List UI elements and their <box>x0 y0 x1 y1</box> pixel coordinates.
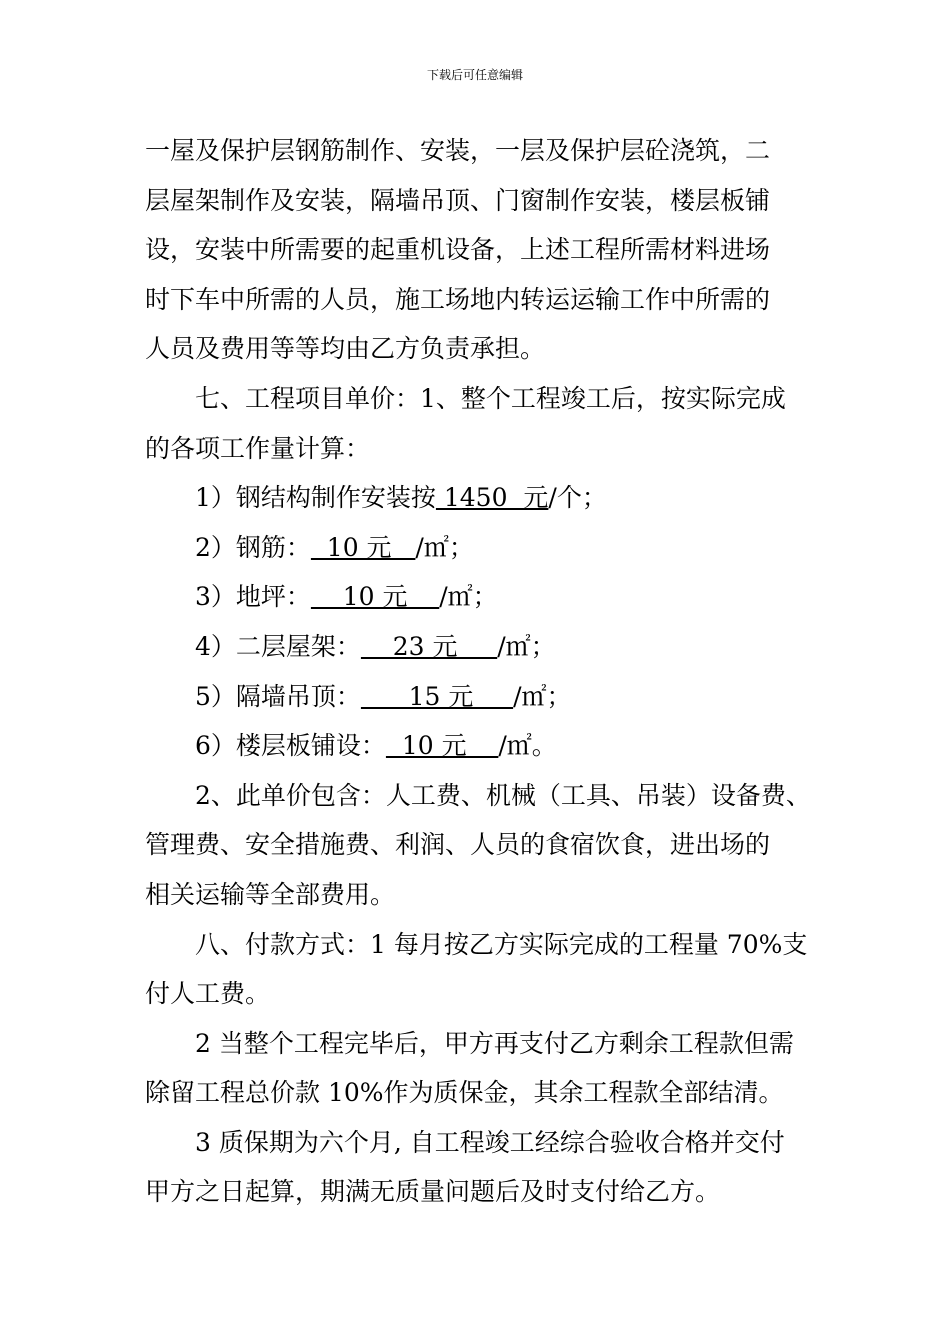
text-line: 甲方之日起算，期满无质量问题后及时支付给乙方。 <box>145 1177 721 1207</box>
price-item-label: 2）钢筋： <box>195 532 311 562</box>
price-value: 23 元 <box>360 631 498 661</box>
text-line: 除留工程总价款 10%作为质保金，其余工程款全部结清。 <box>145 1078 784 1108</box>
price-unit: /㎡； <box>513 681 572 711</box>
price-item <box>145 473 815 523</box>
section-heading: 八、付款方式：1 每月按乙方实际完成的工程量 70%支 <box>195 929 808 959</box>
section-heading: 七、工程项目单价：1、整个工程竣工后，按实际完成 <box>195 383 786 413</box>
price-item <box>145 572 815 622</box>
price-unit: /㎡。 <box>498 731 557 761</box>
price-item-label: 4）二层屋架： <box>195 631 361 661</box>
price-item-label: 5）隔墙吊顶： <box>195 681 361 711</box>
text-line: 2、此单价包含：人工费、机械（工具、吊装）设备费、 <box>195 780 811 810</box>
text-line: 设，安装中所需要的起重机设备，上述工程所需材料进场 <box>145 235 771 265</box>
text-line: 一屋及保护层钢筋制作、安装，一层及保护层砼浇筑，二 <box>145 136 771 165</box>
price-item <box>145 672 815 722</box>
page-header: 下载后可任意编辑 <box>426 68 523 82</box>
price-unit: /㎡； <box>439 582 498 612</box>
price-item-label: 3）地坪： <box>195 582 311 612</box>
text-line: 层屋架制作及安装，隔墙吊顶、门窗制作安装，楼层板铺 <box>145 185 771 215</box>
text-line: 相关运输等全部费用。 <box>145 879 396 909</box>
price-value: 10 元 <box>310 582 440 612</box>
price-item <box>145 622 815 672</box>
price-item-label: 1）钢结构制作安装按 <box>195 483 436 513</box>
price-item <box>145 523 815 573</box>
price-value: 10 元 <box>310 532 416 562</box>
price-unit: /㎡； <box>415 532 474 562</box>
price-unit: /个； <box>548 483 607 513</box>
price-item-label: 6）楼层板铺设： <box>195 731 386 761</box>
price-value: 1450 元 <box>435 483 549 513</box>
price-unit: /㎡； <box>497 631 556 661</box>
text-line: 时下车中所需的人员，施工场地内转运运输工作中所需的 <box>145 284 771 314</box>
price-value: 10 元 <box>385 731 499 761</box>
price-item <box>145 721 815 771</box>
text-line: 人员及费用等等均由乙方负责承担。 <box>145 334 546 364</box>
text-line: 付人工费。 <box>145 979 271 1009</box>
text-line: 3 质保期为六个月, 自工程竣工经综合验收合格并交付 <box>195 1127 785 1157</box>
price-value: 15 元 <box>360 681 514 711</box>
text-line: 2 当整个工程完毕后，甲方再支付乙方剩余工程款但需 <box>195 1028 794 1058</box>
text-line: 管理费、安全措施费、利润、人员的食宿饮食，进出场的 <box>145 830 771 860</box>
document-body <box>145 126 815 1217</box>
text-line: 的各项工作量计算： <box>145 433 371 463</box>
